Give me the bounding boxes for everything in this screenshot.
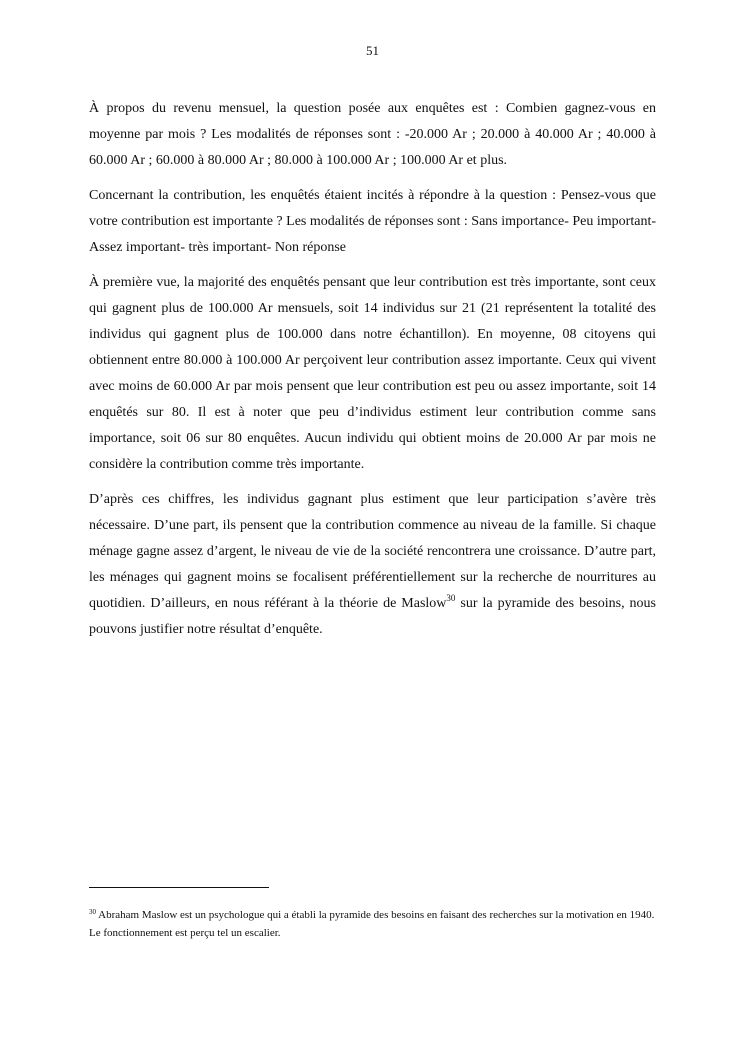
footnote [89,906,656,942]
footnote-separator [89,887,269,888]
footnote-reference: 30 [446,593,456,603]
body-text [89,96,656,652]
paragraph-contribution-question: Concernant la contribution, les enquêtés étaient incités à répondre à la question : Pensez-vous que votre contribution est importante ? Les modalités de réponses sont : Sans importance- Peu important- Assez important- très important- Non réponse [89,188,656,255]
footnote-number: 30 [89,908,96,916]
paragraph-results: À première vue, la majorité des enquêtés pensant que leur contribution est très importante, sont ceux qui gagnent plus de 100.000 Ar mensuels, soit 14 individus sur 21 (21 représentent la totalité des individus qui gagnent plus de 100.000 dans notre échantillon). En moyenne, 08 citoyens qui obtiennent entre 80.000 à 100.000 Ar perçoivent leur contribution assez importante. Ceux qui vivent avec moins de 60.000 Ar par mois pensent que leur contribution est peu ou assez importante, soit 14 enquêtés sur 80. Il est à noter que peu d’individus estiment leur contribution comme sans importance, soit 06 sur 80 enquêtes. Aucun individu qui obtient moins de 20.000 Ar par mois ne considère la contribution comme très importante. [89,275,656,472]
paragraph-revenue-question: À propos du revenu mensuel, la question posée aux enquêtes est : Combien gagnez-vous en moyenne par mois ? Les modalités de réponses sont : -20.000 Ar ; 20.000 à 40.000 Ar ; 40.000 à 60.000 Ar ; 60.000 à 80.000 Ar ; 80.000 à 100.000 Ar ; 100.000 Ar et plus. [89,101,656,168]
page-number: 51 [366,43,379,58]
footnote-text: Abraham Maslow est un psychologue qui a établi la pyramide des besoins en faisant des recherches sur la motivation en 1940. Le fonctionnement est perçu tel un escalier. [89,909,655,939]
interpretation-text-end: sur la pyramide des besoins, nous pouvons justifier notre résultat d’enquête. [89,596,656,637]
paragraph-interpretation [89,487,656,643]
interpretation-text: D’après ces chiffres, les individus gagnant plus estiment que leur participation s’avère très nécessaire. D’une part, ils pensent que la contribution commence au niveau de la famille. Si chaque ménage gagne assez d’argent, le niveau de vie de la société rencontrera une croissance. D’autre part, les ménages qui gagnent moins se focalisent préférentiellement sur la recherche de nourritures au quotidien. D’ailleurs, en nous référant à la théorie de Maslow [89,492,656,611]
